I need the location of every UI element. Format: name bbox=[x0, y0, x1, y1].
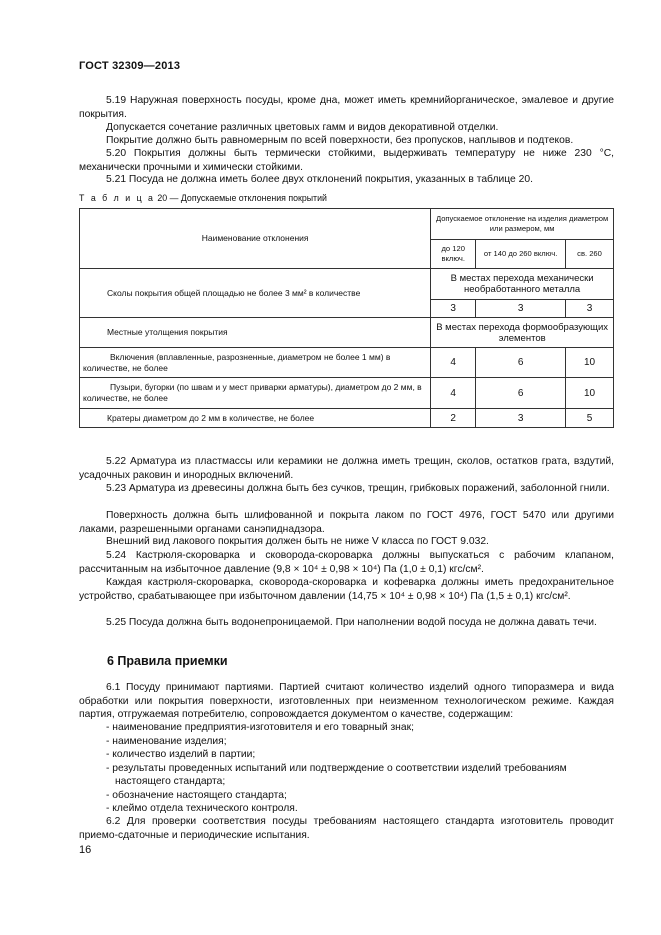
deviations-table bbox=[79, 208, 614, 428]
table-row-name: Включения (вплавленные, разрозненные, диаметром не более 1 мм) в количестве, не более bbox=[80, 348, 431, 378]
table-row-name: Кратеры диаметром до 2 мм в количестве, не более bbox=[80, 409, 431, 428]
table-head-col-2: от 140 до 260 включ. bbox=[476, 240, 566, 269]
table-caption bbox=[79, 193, 327, 203]
table-cell: 3 bbox=[566, 300, 614, 318]
paragraph-safety-device: Каждая кастрюля-скороварка, сковорода-скороварка и кофеварка должны иметь предохранительное устройство, срабатывающее при избыточном давлении (14,75 × 10⁴ ± 0,98 × 10⁴) Па (1,5 ± 0,1) кгс/см². bbox=[79, 577, 614, 602]
table-cell: 10 bbox=[566, 348, 614, 378]
table-cell: 6 bbox=[476, 378, 566, 409]
table-head-name: Наименование отклонения bbox=[80, 209, 431, 269]
table-cell: 4 bbox=[431, 348, 476, 378]
table-row-note: В местах перехода формообразующих элементов bbox=[431, 318, 614, 348]
table-head-col-1: до 120 включ. bbox=[431, 240, 476, 269]
list-item: - клеймо отдела технического контроля. bbox=[106, 803, 298, 814]
paragraph-uniform: Покрытие должно быть равномерным по всей поверхности, без пропусков, наплывов и подтеков. bbox=[106, 135, 574, 146]
table-cell: 6 bbox=[476, 348, 566, 378]
paragraph-5-24: 5.24 Кастрюля-скороварка и сковорода-скороварка должны выпускаться с рабочим клапаном, рассчитанным на избыточное давление (9,8 × 10⁴ ± 0,98 × 10⁴) Па (1,0 ± 0,1) кгс/см². bbox=[79, 550, 614, 575]
paragraph-5-20: 5.20 Покрытия должны быть термически стойкими, выдерживать температуру не ниже 230 °С, механически прочными и химически стойкими. bbox=[79, 148, 614, 173]
paragraph-lacquer-class: Внешний вид лакового покрытия должен быть не ниже V класса по ГОСТ 9.032. bbox=[106, 536, 489, 547]
paragraph-5-25: 5.25 Посуда должна быть водонепроницаемой. При наполнении водой посуда не должна давать течи. bbox=[106, 617, 597, 628]
list-item: - наименование изделия; bbox=[106, 735, 227, 747]
table-cell: 3 bbox=[476, 409, 566, 428]
table-row-name: Сколы покрытия общей площадью не более 3 мм² в количестве bbox=[80, 269, 431, 318]
paragraph-5-23: 5.23 Арматура из древесины должна быть без сучков, трещин, грибковых поражений, заболонной гнили. bbox=[106, 483, 610, 494]
standard-header: ГОСТ 32309—2013 bbox=[79, 60, 181, 72]
paragraph-5-22: 5.22 Арматура из пластмассы или керамики не должна иметь трещин, сколов, остатков грата, вздутий, усадочных раковин и инородных включений. bbox=[79, 456, 614, 481]
document-contents-list bbox=[79, 721, 614, 816]
table-row-note: В местах перехода механически необработанного металла bbox=[431, 269, 614, 300]
list-item: - обозначение настоящего стандарта; bbox=[106, 789, 287, 801]
paragraph-5-19: 5.19 Наружная поверхность посуды, кроме дна, может иметь кремнийорганическое, эмалевое и другие покрытия. bbox=[79, 95, 614, 120]
table-cell: 4 bbox=[431, 378, 476, 409]
table-row-name: Местные утолщения покрытия bbox=[80, 318, 431, 348]
table-head-col-3: св. 260 bbox=[566, 240, 614, 269]
paragraph-5-21: 5.21 Посуда не должна иметь более двух отклонений покрытия, указанных в таблице 20. bbox=[106, 174, 533, 185]
table-cell: 5 bbox=[566, 409, 614, 428]
paragraph-6-2: 6.2 Для проверки соответствия посуды требованиям настоящего стандарта изготовитель проводит приемо-сдаточные и периодические испытания. bbox=[79, 816, 614, 841]
paragraph-lacquer: Поверхность должна быть шлифованной и покрыта лаком по ГОСТ 4976, ГОСТ 5470 или другими лаками, разрешенными органами санэпиднадзора. bbox=[79, 510, 614, 535]
table-cell: 10 bbox=[566, 378, 614, 409]
paragraph-6-1: 6.1 Посуду принимают партиями. Партией считают количество изделий одного типоразмера и вида обработки или покрытия поверхности, изготовленных при неизменном технологическом режиме. Каждая партия, отгружаемая потребителю, сопровождается документом о качестве, содержащим: bbox=[79, 682, 614, 720]
table-cell: 3 bbox=[431, 300, 476, 318]
table-cell: 2 bbox=[431, 409, 476, 428]
table-row-name: Пузыри, бугорки (по швам и у мест приварки арматуры), диаметром до 2 мм, в количестве, не более bbox=[80, 378, 431, 409]
page-number: 16 bbox=[79, 844, 92, 856]
section-title: 6 Правила приемки bbox=[107, 654, 228, 668]
list-item: - результаты проведенных испытаний или подтверждение о соответствии изделий требованиям настоящего стандарта; bbox=[106, 762, 567, 787]
paragraph-decor: Допускается сочетание различных цветовых гамм и видов декоративной отделки. bbox=[106, 122, 499, 133]
table-cell: 3 bbox=[476, 300, 566, 318]
list-item: - наименование предприятия-изготовителя и его товарный знак; bbox=[106, 722, 414, 733]
table-head-group: Допускаемое отклонение на изделия диаметром или размером, мм bbox=[431, 209, 614, 240]
table-caption-prefix: Т а б л и ц а bbox=[79, 193, 155, 203]
list-item: - количество изделий в партии; bbox=[106, 749, 256, 760]
table-caption-text: 20 — Допускаемые отклонения покрытий bbox=[154, 193, 327, 203]
